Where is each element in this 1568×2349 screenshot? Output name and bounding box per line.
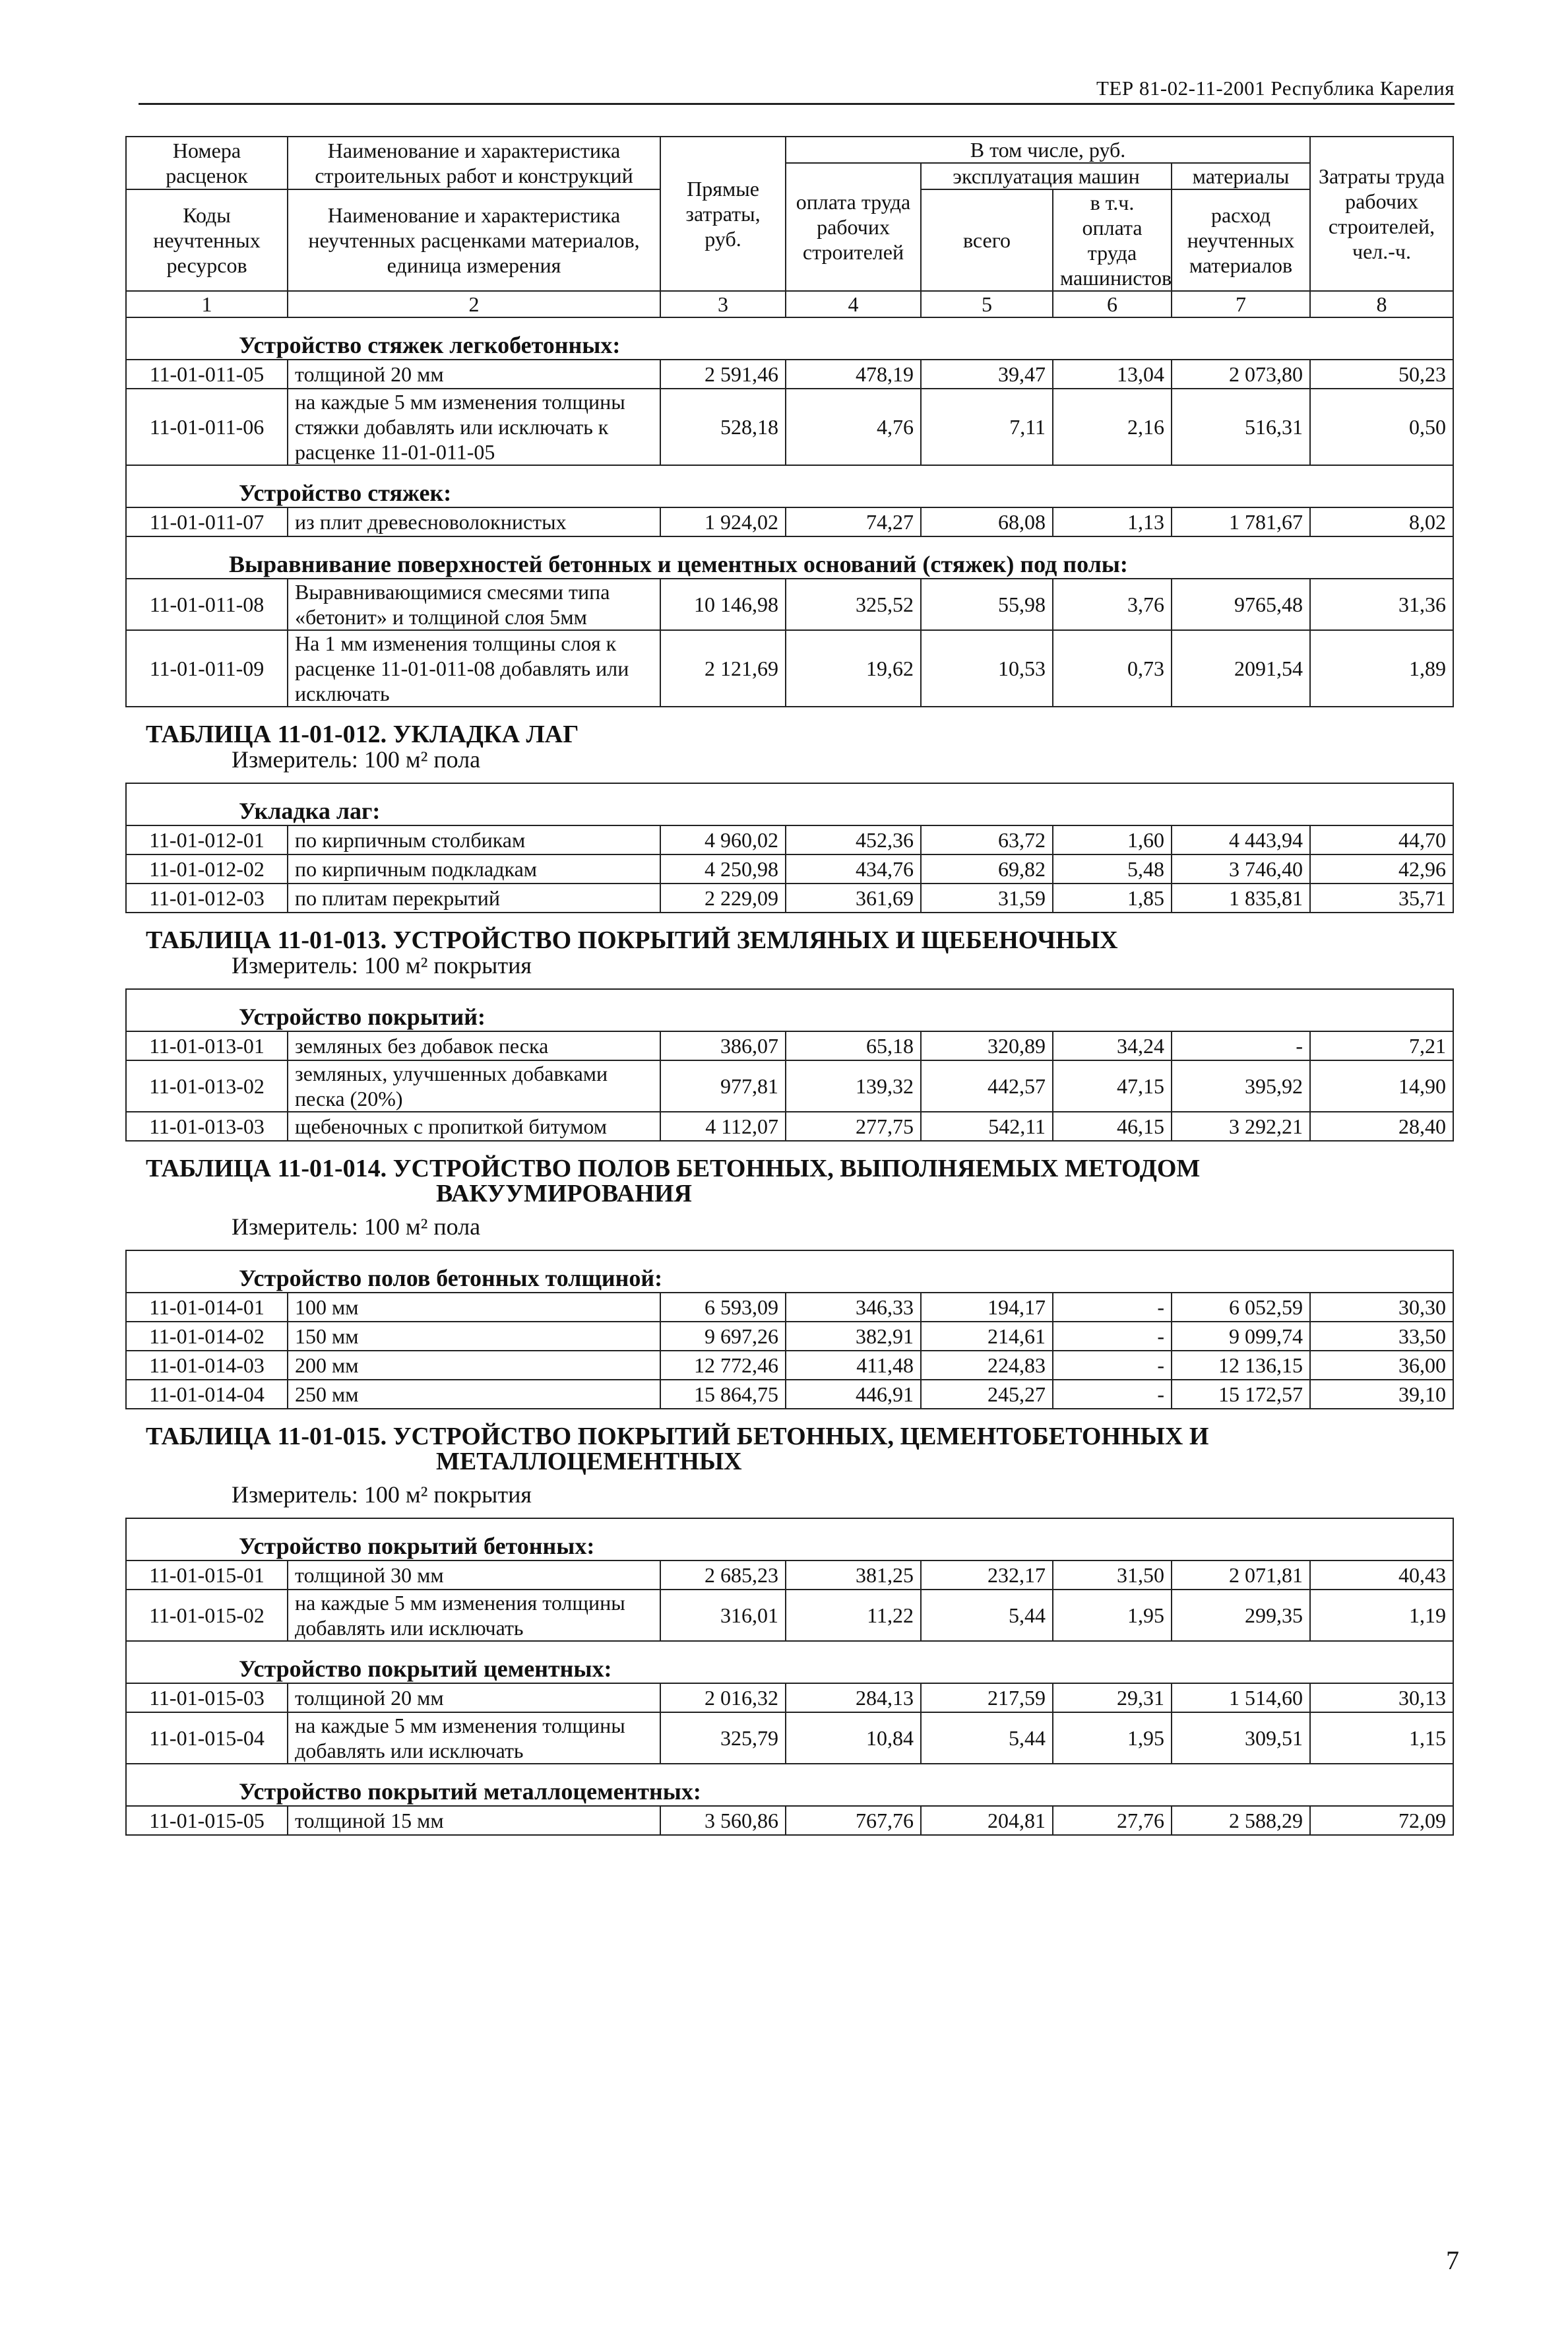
materials-cost: 2091,54	[1172, 630, 1310, 707]
machines-total: 542,11	[921, 1112, 1053, 1141]
section-heading-row	[126, 317, 1453, 360]
table-row	[126, 1060, 1453, 1112]
table-title-continuation: ВАКУУМИРОВАНИЯ	[436, 1180, 692, 1207]
header-including: В том числе, руб.	[786, 137, 1310, 163]
table-title: ТАБЛИЦА 11-01-014. УСТРОЙСТВО ПОЛОВ БЕТОННЫХ, ВЫПОЛНЯЕМЫХ МЕТОДОМ	[146, 1155, 1201, 1182]
section-heading: Выравнивание поверхностей бетонных и цементных оснований (стяжек) под полы:	[126, 536, 1453, 579]
work-name: 150 мм	[288, 1322, 660, 1351]
machines-total: 217,59	[921, 1683, 1053, 1712]
labor-pay: 325,52	[786, 579, 921, 630]
machinists-pay: 13,04	[1053, 360, 1172, 389]
header-col3: Прямые затраты, руб.	[660, 137, 786, 291]
materials-cost: 395,92	[1172, 1060, 1310, 1112]
direct-costs: 4 250,98	[660, 854, 786, 884]
machines-total: 214,61	[921, 1322, 1053, 1351]
table-title: ТАБЛИЦА 11-01-012. УКЛАДКА ЛАГ	[146, 721, 579, 748]
direct-costs: 325,79	[660, 1712, 786, 1764]
header-col1-bottom: Коды неучтенных ресурсов	[126, 189, 288, 291]
machines-total: 39,47	[921, 360, 1053, 389]
work-name: из плит древесноволокнистых	[288, 507, 660, 536]
materials-cost: 309,51	[1172, 1712, 1310, 1764]
materials-cost: -	[1172, 1031, 1310, 1060]
rate-code: 11-01-014-03	[126, 1351, 288, 1380]
direct-costs: 2 685,23	[660, 1561, 786, 1590]
section-heading: Устройство покрытий бетонных:	[126, 1518, 1453, 1561]
header-col8: Затраты труда рабочих строителей, чел.-ч.	[1310, 137, 1453, 291]
materials-cost: 2 588,29	[1172, 1806, 1310, 1835]
work-name: щебеночных с пропиткой битумом	[288, 1112, 660, 1141]
section-heading-row	[126, 1641, 1453, 1683]
header-col7: расход неучтенных материалов	[1172, 189, 1310, 291]
materials-cost: 1 781,67	[1172, 507, 1310, 536]
direct-costs: 1 924,02	[660, 507, 786, 536]
labor-pay: 277,75	[786, 1112, 921, 1141]
materials-cost: 1 514,60	[1172, 1683, 1310, 1712]
machines-total: 7,11	[921, 389, 1053, 465]
section-heading: Устройство покрытий металлоцементных:	[126, 1764, 1453, 1806]
work-name: по плитам перекрытий	[288, 884, 660, 913]
column-number: 1	[126, 291, 288, 317]
table-row	[126, 1351, 1453, 1380]
labor-pay: 10,84	[786, 1712, 921, 1764]
machines-total: 69,82	[921, 854, 1053, 884]
direct-costs: 4 960,02	[660, 825, 786, 854]
labor-hours: 50,23	[1310, 360, 1453, 389]
materials-cost: 2 071,81	[1172, 1561, 1310, 1590]
machinists-pay: 2,16	[1053, 389, 1172, 465]
header-col1-top: Номера расценок	[126, 137, 288, 189]
machinists-pay: -	[1053, 1351, 1172, 1380]
work-name: 100 мм	[288, 1293, 660, 1322]
direct-costs: 316,01	[660, 1590, 786, 1641]
machines-total: 63,72	[921, 825, 1053, 854]
header-col4: оплата труда рабочих строителей	[786, 163, 921, 291]
labor-pay: 346,33	[786, 1293, 921, 1322]
rate-code: 11-01-015-01	[126, 1561, 288, 1590]
table-row	[126, 630, 1453, 707]
labor-pay: 19,62	[786, 630, 921, 707]
direct-costs: 977,81	[660, 1060, 786, 1112]
table-title: ТАБЛИЦА 11-01-013. УСТРОЙСТВО ПОКРЫТИЙ ЗЕМЛЯНЫХ И ЩЕБЕНОЧНЫХ	[146, 926, 1118, 954]
materials-cost: 2 073,80	[1172, 360, 1310, 389]
rate-code: 11-01-013-01	[126, 1031, 288, 1060]
rate-code: 11-01-013-03	[126, 1112, 288, 1141]
table-row	[126, 1806, 1453, 1835]
machinists-pay: 3,76	[1053, 579, 1172, 630]
machinists-pay: 34,24	[1053, 1031, 1172, 1060]
labor-hours: 31,36	[1310, 579, 1453, 630]
labor-hours: 42,96	[1310, 854, 1453, 884]
table-row	[126, 1293, 1453, 1322]
direct-costs: 3 560,86	[660, 1806, 786, 1835]
labor-hours: 39,10	[1310, 1380, 1453, 1409]
rate-code: 11-01-013-02	[126, 1060, 288, 1112]
materials-cost: 516,31	[1172, 389, 1310, 465]
table-title: ТАБЛИЦА 11-01-015. УСТРОЙСТВО ПОКРЫТИЙ БЕТОННЫХ, ЦЕМЕНТОБЕТОННЫХ И	[146, 1423, 1209, 1450]
work-name: на каждые 5 мм изменения толщины стяжки добавлять или исключать к расценке 11-01-011-05	[288, 389, 660, 465]
header-materials: материалы	[1172, 163, 1310, 189]
labor-hours: 30,13	[1310, 1683, 1453, 1712]
materials-cost: 15 172,57	[1172, 1380, 1310, 1409]
work-name: Выравнивающимися смесями типа «бетонит» и толщиной слоя 5мм	[288, 579, 660, 630]
labor-pay: 4,76	[786, 389, 921, 465]
machines-total: 31,59	[921, 884, 1053, 913]
rate-code: 11-01-011-05	[126, 360, 288, 389]
machines-total: 442,57	[921, 1060, 1053, 1112]
table-title-row	[126, 913, 1453, 953]
machinists-pay: -	[1053, 1293, 1172, 1322]
table-rows	[126, 317, 1453, 1835]
table-row	[126, 1712, 1453, 1764]
document-code: ТЕР 81-02-11-2001 Республика Карелия	[1096, 77, 1455, 100]
table-title-continuation-row	[126, 1181, 1453, 1214]
work-name: 200 мм	[288, 1351, 660, 1380]
measure-row	[126, 1482, 1453, 1518]
labor-pay: 65,18	[786, 1031, 921, 1060]
machinists-pay: 31,50	[1053, 1561, 1172, 1590]
measure-unit: Измеритель: 100 м² покрытия	[126, 953, 1453, 989]
header-col6: в т.ч. оплата труда машинистов	[1053, 189, 1172, 291]
machinists-pay: 46,15	[1053, 1112, 1172, 1141]
work-name: земляных без добавок песка	[288, 1031, 660, 1060]
table-row	[126, 579, 1453, 630]
labor-pay: 446,91	[786, 1380, 921, 1409]
machinists-pay: 5,48	[1053, 854, 1172, 884]
table-row	[126, 1322, 1453, 1351]
section-heading: Устройство стяжек легкобетонных:	[126, 317, 1453, 360]
section-heading-row	[126, 1764, 1453, 1806]
machinists-pay: 27,76	[1053, 1806, 1172, 1835]
column-number: 7	[1172, 291, 1310, 317]
rate-code: 11-01-011-08	[126, 579, 288, 630]
labor-hours: 44,70	[1310, 825, 1453, 854]
labor-hours: 1,19	[1310, 1590, 1453, 1641]
work-name: толщиной 30 мм	[288, 1561, 660, 1590]
direct-costs: 2 121,69	[660, 630, 786, 707]
rate-code: 11-01-011-07	[126, 507, 288, 536]
direct-costs: 2 591,46	[660, 360, 786, 389]
labor-pay: 139,32	[786, 1060, 921, 1112]
labor-hours: 36,00	[1310, 1351, 1453, 1380]
machinists-pay: 1,13	[1053, 507, 1172, 536]
work-name: на каждые 5 мм изменения толщины добавлять или исключать	[288, 1712, 660, 1764]
machinists-pay: 0,73	[1053, 630, 1172, 707]
labor-hours: 14,90	[1310, 1060, 1453, 1112]
rate-code: 11-01-011-06	[126, 389, 288, 465]
section-heading: Устройство покрытий цементных:	[126, 1641, 1453, 1683]
direct-costs: 10 146,98	[660, 579, 786, 630]
table-title-continuation-row	[126, 1449, 1453, 1482]
labor-pay: 767,76	[786, 1806, 921, 1835]
direct-costs: 2 229,09	[660, 884, 786, 913]
rate-code: 11-01-015-03	[126, 1683, 288, 1712]
labor-pay: 11,22	[786, 1590, 921, 1641]
labor-pay: 361,69	[786, 884, 921, 913]
column-number: 3	[660, 291, 786, 317]
header-col2-top: Наименование и характеристика строительных работ и конструкций	[288, 137, 660, 189]
table-row	[126, 507, 1453, 536]
section-heading-row	[126, 465, 1453, 507]
measure-unit: Измеритель: 100 м² пола	[126, 747, 1453, 783]
machines-total: 55,98	[921, 579, 1053, 630]
materials-cost: 299,35	[1172, 1590, 1310, 1641]
table-row	[126, 360, 1453, 389]
section-heading: Укладка лаг:	[126, 783, 1453, 825]
labor-pay: 452,36	[786, 825, 921, 854]
direct-costs: 9 697,26	[660, 1322, 786, 1351]
column-number: 6	[1053, 291, 1172, 317]
price-table	[125, 136, 1454, 1836]
machines-total: 232,17	[921, 1561, 1053, 1590]
direct-costs: 12 772,46	[660, 1351, 786, 1380]
table-title-row	[126, 1141, 1453, 1181]
machinists-pay: 47,15	[1053, 1060, 1172, 1112]
measure-row	[126, 1214, 1453, 1250]
section-heading-row	[126, 783, 1453, 825]
rate-code: 11-01-014-02	[126, 1322, 288, 1351]
measure-unit: Измеритель: 100 м² покрытия	[126, 1482, 1453, 1518]
labor-hours: 40,43	[1310, 1561, 1453, 1590]
labor-hours: 28,40	[1310, 1112, 1453, 1141]
work-name: земляных, улучшенных добавками песка (20%)	[288, 1060, 660, 1112]
section-heading: Устройство полов бетонных толщиной:	[126, 1250, 1453, 1293]
labor-pay: 382,91	[786, 1322, 921, 1351]
labor-hours: 35,71	[1310, 884, 1453, 913]
table-row	[126, 1683, 1453, 1712]
direct-costs: 386,07	[660, 1031, 786, 1060]
section-heading: Устройство стяжек:	[126, 465, 1453, 507]
table-row	[126, 1380, 1453, 1409]
labor-hours: 33,50	[1310, 1322, 1453, 1351]
table-row	[126, 1112, 1453, 1141]
section-heading: Устройство покрытий:	[126, 989, 1453, 1031]
section-heading-row	[126, 1518, 1453, 1561]
work-name: по кирпичным столбикам	[288, 825, 660, 854]
page-number: 7	[1446, 2245, 1459, 2275]
table-row	[126, 389, 1453, 465]
work-name: на каждые 5 мм изменения толщины добавлять или исключать	[288, 1590, 660, 1641]
labor-hours: 1,15	[1310, 1712, 1453, 1764]
machines-total: 245,27	[921, 1380, 1053, 1409]
table-row	[126, 1031, 1453, 1060]
rate-code: 11-01-012-02	[126, 854, 288, 884]
labor-hours: 8,02	[1310, 507, 1453, 536]
work-name: На 1 мм изменения толщины слоя к расценке 11-01-011-08 добавлять или исключать	[288, 630, 660, 707]
document-body	[125, 136, 1453, 1836]
machines-total: 5,44	[921, 1590, 1053, 1641]
labor-pay: 434,76	[786, 854, 921, 884]
section-heading-row	[126, 989, 1453, 1031]
machines-total: 204,81	[921, 1806, 1053, 1835]
rate-code: 11-01-011-09	[126, 630, 288, 707]
labor-pay: 478,19	[786, 360, 921, 389]
table-row	[126, 1590, 1453, 1641]
labor-pay: 284,13	[786, 1683, 921, 1712]
materials-cost: 6 052,59	[1172, 1293, 1310, 1322]
machines-total: 68,08	[921, 507, 1053, 536]
labor-pay: 411,48	[786, 1351, 921, 1380]
rate-code: 11-01-015-02	[126, 1590, 288, 1641]
labor-hours: 1,89	[1310, 630, 1453, 707]
section-heading-row	[126, 536, 1453, 579]
work-name: по кирпичным подкладкам	[288, 854, 660, 884]
direct-costs: 4 112,07	[660, 1112, 786, 1141]
materials-cost: 9 099,74	[1172, 1322, 1310, 1351]
table-row	[126, 884, 1453, 913]
direct-costs: 2 016,32	[660, 1683, 786, 1712]
machines-total: 10,53	[921, 630, 1053, 707]
materials-cost: 3 746,40	[1172, 854, 1310, 884]
direct-costs: 528,18	[660, 389, 786, 465]
table-row	[126, 854, 1453, 884]
machinists-pay: -	[1053, 1380, 1172, 1409]
table-row	[126, 825, 1453, 854]
work-name: толщиной 20 мм	[288, 1683, 660, 1712]
labor-hours: 7,21	[1310, 1031, 1453, 1060]
machinists-pay: 1,85	[1053, 884, 1172, 913]
direct-costs: 15 864,75	[660, 1380, 786, 1409]
machines-total: 224,83	[921, 1351, 1053, 1380]
measure-unit: Измеритель: 100 м² пола	[126, 1214, 1453, 1250]
rate-code: 11-01-015-05	[126, 1806, 288, 1835]
rate-code: 11-01-014-01	[126, 1293, 288, 1322]
labor-pay: 74,27	[786, 507, 921, 536]
section-heading-row	[126, 1250, 1453, 1293]
machinists-pay: -	[1053, 1322, 1172, 1351]
labor-hours: 30,30	[1310, 1293, 1453, 1322]
table-title-continuation: МЕТАЛЛОЦЕМЕНТНЫХ	[436, 1448, 742, 1475]
column-number: 2	[288, 291, 660, 317]
rate-code: 11-01-012-01	[126, 825, 288, 854]
work-name: 250 мм	[288, 1380, 660, 1409]
machinists-pay: 29,31	[1053, 1683, 1172, 1712]
measure-row	[126, 747, 1453, 783]
machines-total: 194,17	[921, 1293, 1053, 1322]
column-numbers-row	[126, 291, 1453, 317]
column-number: 8	[1310, 291, 1453, 317]
machinists-pay: 1,95	[1053, 1712, 1172, 1764]
machinists-pay: 1,60	[1053, 825, 1172, 854]
labor-hours: 0,50	[1310, 389, 1453, 465]
materials-cost: 12 136,15	[1172, 1351, 1310, 1380]
table-row	[126, 1561, 1453, 1590]
measure-row	[126, 953, 1453, 989]
machinists-pay: 1,95	[1053, 1590, 1172, 1641]
rate-code: 11-01-014-04	[126, 1380, 288, 1409]
column-number: 5	[921, 291, 1053, 317]
table-header	[126, 137, 1453, 317]
work-name: толщиной 20 мм	[288, 360, 660, 389]
machines-total: 5,44	[921, 1712, 1053, 1764]
materials-cost: 3 292,21	[1172, 1112, 1310, 1141]
machines-total: 320,89	[921, 1031, 1053, 1060]
materials-cost: 4 443,94	[1172, 825, 1310, 854]
column-number: 4	[786, 291, 921, 317]
header-col5: всего	[921, 189, 1053, 291]
header-col2-bottom: Наименование и характеристика неучтенных расценками материалов, единица измерения	[288, 189, 660, 291]
labor-pay: 381,25	[786, 1561, 921, 1590]
work-name: толщиной 15 мм	[288, 1806, 660, 1835]
table-title-row	[126, 707, 1453, 747]
page-header	[139, 74, 1455, 105]
materials-cost: 1 835,81	[1172, 884, 1310, 913]
rate-code: 11-01-015-04	[126, 1712, 288, 1764]
materials-cost: 9765,48	[1172, 579, 1310, 630]
rate-code: 11-01-012-03	[126, 884, 288, 913]
table-title-row	[126, 1409, 1453, 1449]
header-machines: эксплуатация машин	[921, 163, 1172, 189]
direct-costs: 6 593,09	[660, 1293, 786, 1322]
labor-hours: 72,09	[1310, 1806, 1453, 1835]
